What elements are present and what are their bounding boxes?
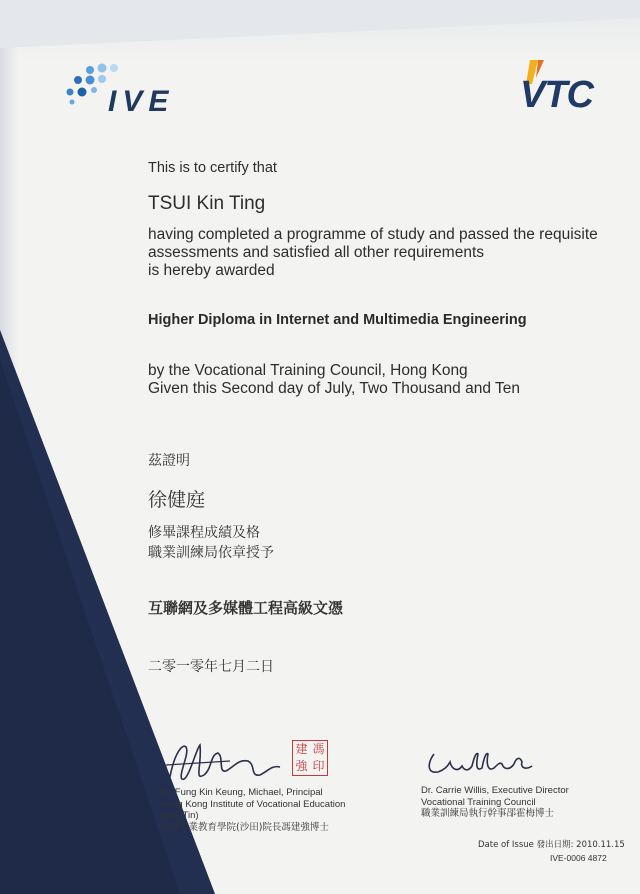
right-signatory	[421, 785, 569, 820]
award-title: Higher Diploma in Internet and Multimedia Engineering	[148, 312, 527, 328]
serial-number: IVE-0006 4872	[550, 853, 607, 863]
issuer-line: by the Vocational Training Council, Hong Kong	[148, 362, 468, 379]
completion-line-1-zh: 修畢課程成績及格	[148, 525, 260, 541]
completion-line-2: assessments and satisfied all other requirements	[148, 244, 484, 261]
seal-stamp-icon: 建 馮 強 印	[292, 740, 328, 776]
left-signatory-campus: (Sha Tin)	[160, 810, 199, 821]
right-signature-icon	[420, 740, 560, 785]
award-title-zh: 互聯網及多媒體工程高級文憑	[148, 599, 344, 617]
date-zh: 二零一零年七月二日	[148, 659, 274, 675]
date-of-issue: Date of Issue 發出日期: 2010.11.15	[478, 840, 625, 850]
right-signatory-zh: 職業訓練局執行幹事郘霍梅博士	[421, 808, 555, 819]
right-signatory-org: Vocational Training Council	[421, 796, 536, 808]
completion-line-1: having completed a programme of study and passed the requisite	[148, 226, 598, 243]
left-signatory	[160, 787, 345, 833]
right-signatory-name: Dr. Carrie Willis, Executive Director	[421, 785, 569, 796]
ive-logo-text: IVE	[108, 85, 175, 118]
recipient-name-zh: 徐健庭	[148, 489, 206, 511]
left-signatory-institute: Hong Kong Institute of Vocational Education	[160, 798, 346, 810]
certify-text: This is to certify that	[148, 160, 277, 176]
awarded-line: is hereby awarded	[148, 262, 275, 279]
vtc-logo-text: VTC	[520, 74, 593, 116]
completion-line-2-zh: 職業訓練局依章授予	[148, 545, 274, 561]
left-signatory-name: Dr. Fung Kin Keung, Michael, Principal	[160, 787, 323, 798]
left-signature-icon	[160, 735, 290, 790]
left-signatory-zh: 香港專業教育學院(沙田)院長馮建強博士	[160, 821, 329, 833]
recipient-name: TSUI Kin Ting	[148, 193, 266, 214]
given-date-line: Given this Second day of July, Two Thousand and Ten	[148, 380, 520, 397]
certify-text-zh: 茲證明	[148, 453, 190, 469]
